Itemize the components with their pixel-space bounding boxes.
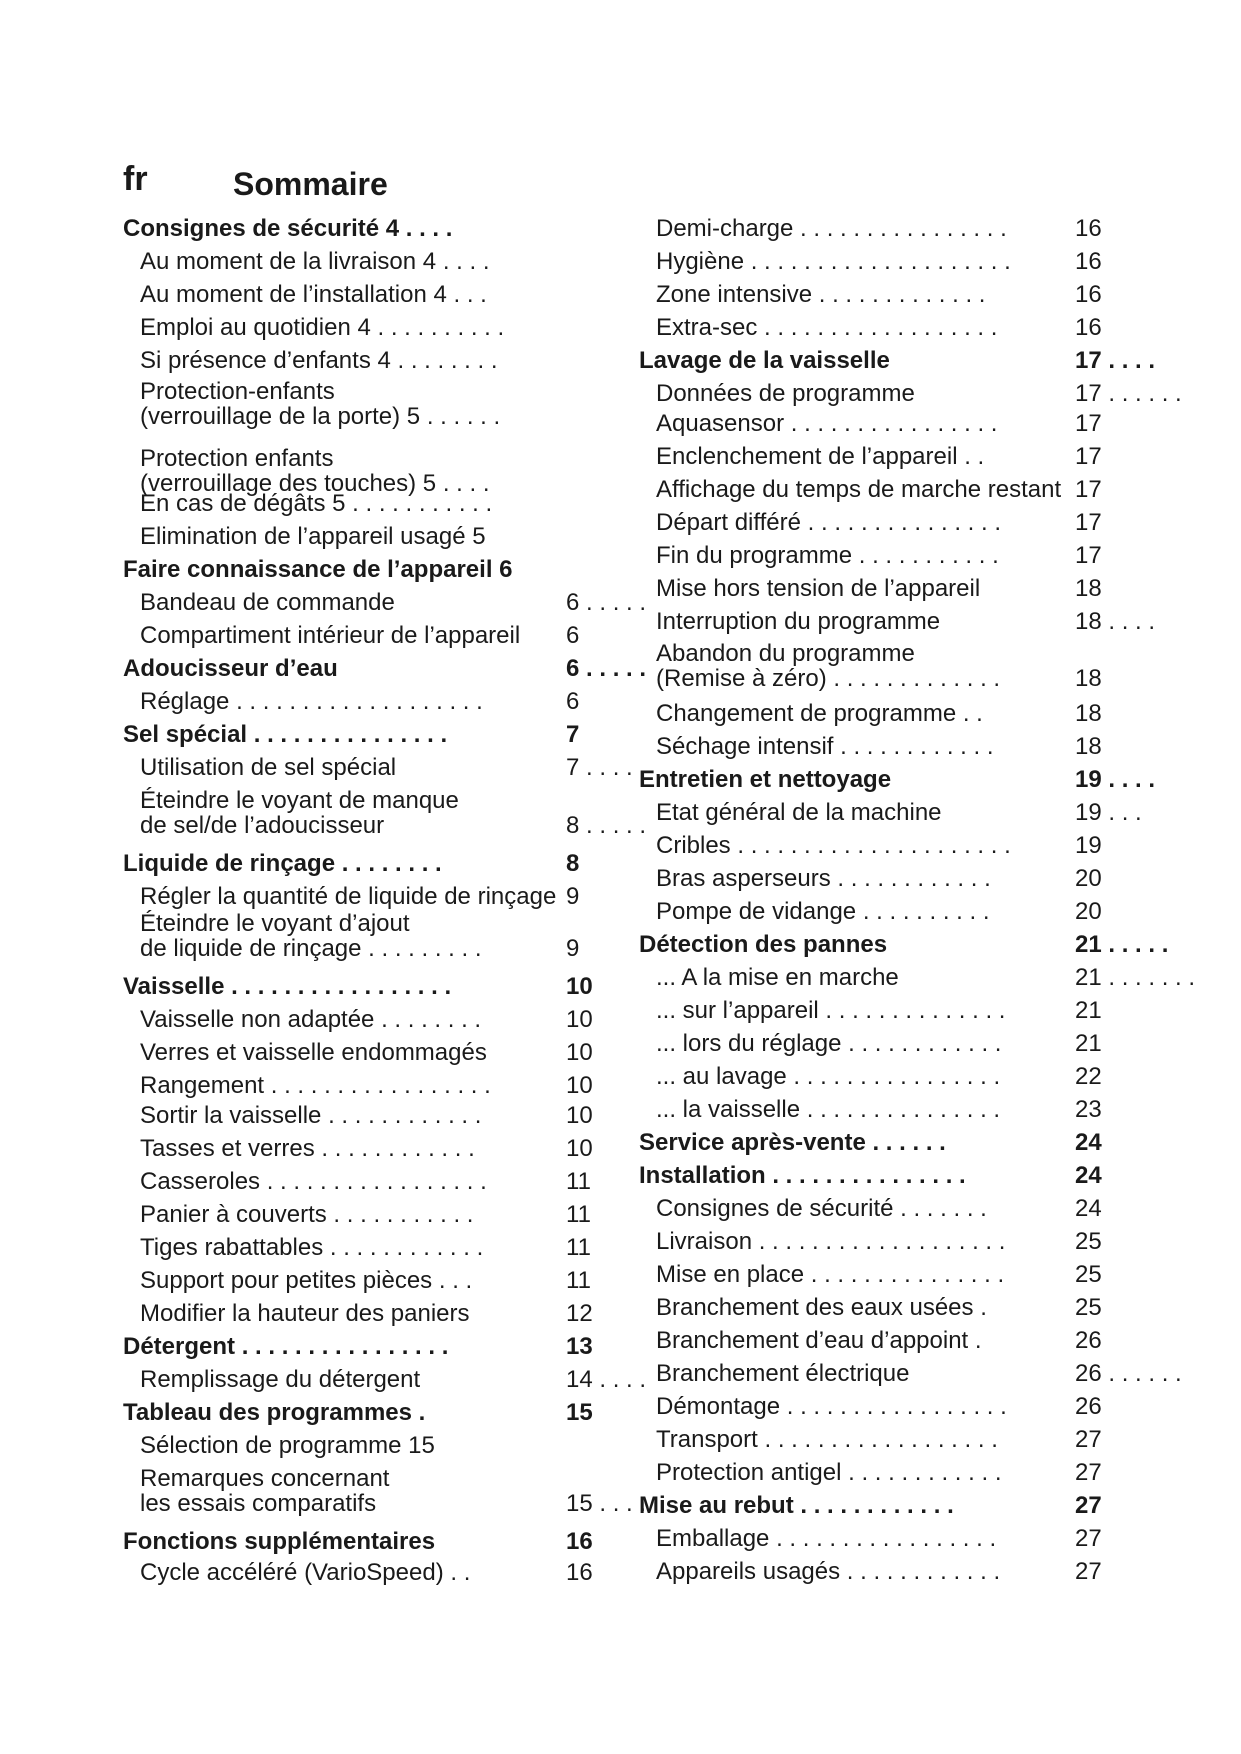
toc-page-number: 17 . . . .: [1075, 347, 1156, 374]
toc-entry-title: Branchement d’eau d’appoint .: [656, 1327, 982, 1354]
toc-page-number: 26: [1075, 1327, 1102, 1354]
toc-entry-title: Emballage . . . . . . . . . . . . . . . . .: [656, 1525, 997, 1552]
left-toc-entry: [140, 884, 556, 909]
right-toc-entry: [656, 543, 999, 568]
toc-entry-title: Remarques concernant: [140, 1465, 390, 1492]
toc-entry-title: Protection antigel . . . . . . . . . . . .: [656, 1459, 1002, 1486]
toc-entry-title: Demi-charge . . . . . . . . . . . . . . . .: [656, 215, 1007, 242]
toc-entry-title: Appareils usagés . . . . . . . . . . . .: [656, 1558, 1001, 1585]
left-toc-entry: [123, 722, 447, 747]
right-toc-entry: [656, 1559, 1000, 1584]
left-toc-entry: [123, 851, 442, 876]
toc-entry-title: Aquasensor . . . . . . . . . . . . . . . .: [656, 410, 998, 437]
toc-page-number: 21 . . . . .: [1075, 931, 1169, 958]
left-toc-entry: [140, 379, 500, 429]
toc-entry-title: Utilisation de sel spécial: [140, 754, 397, 781]
right-toc-entry: [656, 1031, 1001, 1056]
right-toc-entry: [639, 348, 890, 373]
toc-page-number: 16: [566, 1528, 593, 1555]
toc-entry-title: Démontage . . . . . . . . . . . . . . . . .: [656, 1393, 1007, 1420]
left-toc-entry: [140, 590, 395, 615]
toc-page-number: 8 . . . . .: [566, 812, 647, 839]
toc-page-number: 24: [1075, 1162, 1102, 1189]
right-toc-entry: [639, 767, 891, 792]
right-toc-entry: [656, 1394, 1007, 1419]
toc-entry-title: En cas de dégâts 5 . . . . . . . . . . .: [140, 490, 493, 517]
toc-page-number: 16: [566, 1559, 593, 1586]
toc-entry-title-line2: de liquide de rinçage . . . . . . . . .: [140, 935, 482, 962]
toc-page-number: 18 . . . .: [1075, 608, 1156, 635]
right-toc-entry: [656, 641, 1000, 691]
toc-entry-title: Données de programme: [656, 380, 915, 407]
toc-entry-title: Régler la quantité de liquide de rinçage: [140, 883, 557, 910]
left-toc-entry: [140, 755, 396, 780]
toc-entry-title: Branchement électrique: [656, 1360, 910, 1387]
page-title: Sommaire: [233, 166, 388, 202]
toc-entry-title-line2: de sel/de l’adoucisseur: [140, 812, 385, 839]
language-code: fr: [123, 160, 148, 198]
toc-entry-title: Tasses et verres . . . . . . . . . . . .: [140, 1135, 475, 1162]
toc-page-number: 19 . . . .: [1075, 766, 1156, 793]
toc-page-number: 21 . . . . . . .: [1075, 964, 1196, 991]
toc-page-number: 17: [1075, 476, 1102, 503]
toc-page-number: 11: [566, 1201, 591, 1228]
left-toc-entry: [140, 911, 482, 961]
toc-page-number: 11: [566, 1168, 591, 1195]
toc-page-number: 10: [566, 1102, 593, 1129]
right-toc-entry: [656, 899, 990, 924]
left-toc-entry: [123, 656, 338, 681]
toc-entry-title: ... au lavage . . . . . . . . . . . . . . . .: [656, 1063, 1001, 1090]
right-toc-entry: [656, 444, 984, 469]
toc-entry-title: Abandon du programme: [656, 640, 915, 667]
left-toc-entry: [123, 557, 513, 582]
right-toc-entry: [656, 1361, 909, 1386]
toc-entry-title: Bandeau de commande: [140, 589, 395, 616]
toc-page-number: 17: [1075, 509, 1102, 536]
toc-page-number: 10: [566, 1039, 593, 1066]
left-toc-entry: [140, 1560, 470, 1585]
toc-page-number: 25: [1075, 1261, 1102, 1288]
left-toc-entry: [123, 1529, 435, 1554]
right-toc-entry: [656, 282, 985, 307]
right-toc-entry: [656, 701, 983, 726]
toc-entry-title: Casseroles . . . . . . . . . . . . . . . . .: [140, 1168, 487, 1195]
left-toc-entry: [140, 348, 498, 373]
toc-entry-title: Bras asperseurs . . . . . . . . . . . .: [656, 865, 991, 892]
right-toc-entry: [656, 1295, 987, 1320]
toc-entry-title-line2: (verrouillage des touches) 5 . . . .: [140, 470, 490, 497]
toc-entry-title: Mise en place . . . . . . . . . . . . . . .: [656, 1261, 1005, 1288]
toc-page-number: 6: [566, 622, 580, 649]
left-toc-entry: [140, 491, 492, 516]
left-toc-entry: [140, 282, 487, 307]
left-toc-entry: [140, 1136, 475, 1161]
toc-page-number: 12: [566, 1300, 593, 1327]
toc-entry-title: Pompe de vidange . . . . . . . . . .: [656, 898, 990, 925]
right-toc-entry: [656, 998, 1005, 1023]
toc-page-number: 18: [1075, 665, 1102, 692]
toc-entry-title: Transport . . . . . . . . . . . . . . . . . .: [656, 1426, 998, 1453]
right-toc-entry: [639, 932, 887, 957]
toc-entry-title: Service après-vente . . . . . .: [639, 1129, 946, 1156]
toc-page-number: 6: [566, 688, 580, 715]
right-toc-entry: [656, 381, 915, 406]
toc-entry-title: Panier à couverts . . . . . . . . . . .: [140, 1201, 474, 1228]
toc-page-number: 16: [1075, 314, 1102, 341]
toc-page-number: 11: [566, 1267, 591, 1294]
toc-page-number: 10: [566, 973, 593, 1000]
toc-entry-title: Affichage du temps de marche restant: [656, 476, 1062, 503]
toc-entry-title: Fin du programme . . . . . . . . . . .: [656, 542, 999, 569]
right-toc-entry: [656, 800, 942, 825]
right-toc-entry: [639, 1163, 966, 1188]
right-toc-entry: [656, 833, 1011, 858]
left-toc-entry: [140, 524, 486, 549]
left-toc-entry: [140, 1235, 483, 1260]
toc-page-number: 9: [566, 883, 580, 910]
right-toc-entry: [656, 1526, 996, 1551]
toc-entry-title: Faire connaissance de l’appareil 6: [123, 556, 513, 583]
left-toc-entry: [140, 1202, 473, 1227]
left-toc-entry: [140, 1433, 435, 1458]
left-toc-entry: [140, 1103, 481, 1128]
left-toc-entry: [123, 1400, 425, 1425]
toc-page-number: 6 . . . . .: [566, 655, 647, 682]
right-toc-entry: [639, 1493, 954, 1518]
toc-entry-title-line2: (Remise à zéro) . . . . . . . . . . . . .: [656, 665, 1001, 692]
right-toc-entry: [656, 1229, 1005, 1254]
left-toc-entry: [123, 974, 451, 999]
toc-page-number: 21: [1075, 997, 1102, 1024]
left-toc-entry: [140, 446, 490, 496]
right-toc-entry: [656, 477, 1061, 502]
left-toc-entry: [140, 788, 459, 838]
toc-entry-title: ... sur l’appareil . . . . . . . . . . . . . .: [656, 997, 1006, 1024]
right-toc-entry: [656, 965, 899, 990]
toc-entry-title: Installation . . . . . . . . . . . . . . .: [639, 1162, 966, 1189]
toc-entry-title: Départ différé . . . . . . . . . . . . . . .: [656, 509, 1002, 536]
toc-entry-title: Compartiment intérieur de l’appareil: [140, 622, 521, 649]
toc-page-number: 17: [1075, 443, 1102, 470]
toc-page-number: 27: [1075, 1492, 1102, 1519]
toc-page-number: 6 . . . . .: [566, 589, 647, 616]
toc-page-number: 25: [1075, 1228, 1102, 1255]
toc-page-number: 10: [566, 1135, 593, 1162]
toc-page-number: 17 . . . . . .: [1075, 380, 1182, 407]
toc-entry-title: Adoucisseur d’eau: [123, 655, 338, 682]
toc-page-number: 10: [566, 1072, 593, 1099]
toc-page-number: 16: [1075, 281, 1102, 308]
left-toc-entry: [140, 1007, 481, 1032]
toc-page-number: 11: [566, 1234, 591, 1261]
right-toc-entry: [639, 1130, 946, 1155]
toc-page-number: 27: [1075, 1426, 1102, 1453]
toc-page-number: 25: [1075, 1294, 1102, 1321]
toc-entry-title: Remplissage du détergent: [140, 1366, 421, 1393]
left-toc-entry: [140, 623, 520, 648]
left-toc-entry: [140, 1169, 487, 1194]
toc-page-number: 18: [1075, 575, 1102, 602]
right-toc-entry: [656, 866, 991, 891]
toc-entry-title: Modifier la hauteur des paniers: [140, 1300, 470, 1327]
toc-entry-title: Consignes de sécurité 4 . . . .: [123, 215, 453, 242]
toc-entry-title: Tiges rabattables . . . . . . . . . . . .: [140, 1234, 484, 1261]
toc-entry-title: Entretien et nettoyage: [639, 766, 892, 793]
toc-entry-title: Hygiène . . . . . . . . . . . . . . . . . . . .: [656, 248, 1011, 275]
toc-entry-title: Éteindre le voyant de manque: [140, 787, 459, 814]
toc-entry-title-line2: les essais comparatifs: [140, 1490, 377, 1517]
toc-entry-title: Réglage . . . . . . . . . . . . . . . . . . .: [140, 688, 483, 715]
toc-entry-title: Support pour petites pièces . . .: [140, 1267, 473, 1294]
toc-entry-title: Emploi au quotidien 4 . . . . . . . . . .: [140, 314, 505, 341]
toc-entry-title: Si présence d’enfants 4 . . . . . . . .: [140, 347, 498, 374]
toc-page-number: 20: [1075, 898, 1102, 925]
toc-entry-title: Séchage intensif . . . . . . . . . . . .: [656, 733, 994, 760]
toc-page-number: 26 . . . . . .: [1075, 1360, 1182, 1387]
toc-page-number: 18: [1075, 700, 1102, 727]
right-toc-entry: [656, 249, 1011, 274]
toc-entry-title: Sélection de programme 15: [140, 1432, 435, 1459]
right-toc-entry: [656, 609, 940, 634]
toc-entry-title: Elimination de l’appareil usagé 5: [140, 523, 486, 550]
left-toc-entry: [140, 1040, 487, 1065]
right-toc-entry: [656, 1427, 998, 1452]
toc-entry-title: Sel spécial . . . . . . . . . . . . . . .: [123, 721, 448, 748]
right-toc-entry: [656, 734, 994, 759]
toc-entry-title: Au moment de la livraison 4 . . . .: [140, 248, 490, 275]
toc-entry-title: Vaisselle non adaptée . . . . . . . .: [140, 1006, 482, 1033]
right-toc-entry: [656, 1196, 987, 1221]
toc-entry-title: Interruption du programme: [656, 608, 941, 635]
toc-entry-title: ... lors du réglage . . . . . . . . . . . .: [656, 1030, 1002, 1057]
toc-page-number: 16: [1075, 215, 1102, 242]
left-toc-entry: [140, 249, 490, 274]
toc-page-number: 7: [566, 721, 580, 748]
toc-entry-title: Fonctions supplémentaires: [123, 1528, 436, 1555]
left-toc-entry: [140, 689, 483, 714]
left-toc-entry: [140, 1367, 420, 1392]
toc-page-number: 18: [1075, 733, 1102, 760]
toc-entry-title: Lavage de la vaisselle: [639, 347, 890, 374]
toc-page-number: 9: [566, 935, 580, 962]
toc-page-number: 23: [1075, 1096, 1102, 1123]
toc-page-number: 22: [1075, 1063, 1102, 1090]
toc-entry-title: ... la vaisselle . . . . . . . . . . . . . . .: [656, 1096, 1001, 1123]
toc-page-number: 24: [1075, 1129, 1102, 1156]
right-toc-entry: [656, 1262, 1004, 1287]
toc-page-number: 19: [1075, 832, 1102, 859]
toc-entry-title: Détergent . . . . . . . . . . . . . . . .: [123, 1333, 449, 1360]
toc-entry-title: Protection-enfants: [140, 378, 335, 405]
right-toc-entry: [656, 510, 1001, 535]
toc-page-number: 15: [566, 1399, 593, 1426]
toc-page-number: 27: [1075, 1459, 1102, 1486]
right-toc-entry: [656, 576, 980, 601]
right-toc-entry: [656, 1097, 1000, 1122]
toc-entry-title: Mise au rebut . . . . . . . . . . . .: [639, 1492, 954, 1519]
toc-entry-title: Mise hors tension de l’appareil: [656, 575, 981, 602]
toc-entry-title: Etat général de la machine: [656, 799, 942, 826]
toc-entry-title-line2: (verrouillage de la porte) 5 . . . . . .: [140, 403, 501, 430]
right-toc-entry: [656, 411, 997, 436]
toc-page-number: 17: [1075, 542, 1102, 569]
left-toc-entry: [140, 1268, 472, 1293]
toc-entry-title: Sortir la vaisselle . . . . . . . . . . . .: [140, 1102, 482, 1129]
toc-entry-title: Enclenchement de l’appareil . .: [656, 443, 985, 470]
left-toc-entry: [123, 1334, 448, 1359]
toc-entry-title: Consignes de sécurité . . . . . . .: [656, 1195, 987, 1222]
toc-page-number: 20: [1075, 865, 1102, 892]
toc-entry-title: Tableau des programmes .: [123, 1399, 426, 1426]
toc-page-number: 21: [1075, 1030, 1102, 1057]
left-toc-entry: [140, 315, 504, 340]
toc-entry-title: Branchement des eaux usées .: [656, 1294, 987, 1321]
right-toc-entry: [656, 1064, 1000, 1089]
toc-entry-title: ... A la mise en marche: [656, 964, 899, 991]
toc-entry-title: Au moment de l’installation 4 . . .: [140, 281, 487, 308]
toc-entry-title: Changement de programme . .: [656, 700, 983, 727]
left-toc-entry: [140, 1301, 470, 1326]
toc-entry-title: Vaisselle . . . . . . . . . . . . . . . . .: [123, 973, 452, 1000]
toc-page-number: 27: [1075, 1525, 1102, 1552]
toc-entry-title: Zone intensive . . . . . . . . . . . . .: [656, 281, 986, 308]
toc-page-number: 10: [566, 1006, 593, 1033]
toc-entry-title: Liquide de rinçage . . . . . . . .: [123, 850, 442, 877]
toc-entry-title: Extra-sec . . . . . . . . . . . . . . . . . .: [656, 314, 998, 341]
toc-page-number: 19 . . .: [1075, 799, 1142, 826]
toc-entry-title: Livraison . . . . . . . . . . . . . . . . . . .: [656, 1228, 1006, 1255]
right-toc-entry: [656, 1328, 982, 1353]
toc-page-number: 26: [1075, 1393, 1102, 1420]
toc-entry-title: Rangement . . . . . . . . . . . . . . . . .: [140, 1072, 491, 1099]
left-toc-entry: [123, 216, 452, 241]
right-toc-entry: [656, 1460, 1001, 1485]
toc-entry-title: Éteindre le voyant d’ajout: [140, 910, 410, 937]
toc-page-number: 15 . . . .: [566, 1490, 647, 1517]
toc-entry-title: Détection des pannes: [639, 931, 888, 958]
toc-page-number: 7 . . . .: [566, 754, 633, 781]
toc-page-number: 8: [566, 850, 580, 877]
left-toc-entry: [140, 1466, 389, 1516]
toc-page-number: 17: [1075, 410, 1102, 437]
toc-entry-title: Verres et vaisselle endommagés: [140, 1039, 487, 1066]
toc-page-number: 14 . . . .: [566, 1366, 647, 1393]
right-toc-entry: [656, 315, 997, 340]
toc-page-number: 24: [1075, 1195, 1102, 1222]
toc-entry-title: Protection enfants: [140, 445, 334, 472]
toc-page-number: 13: [566, 1333, 593, 1360]
toc-page-number: 16: [1075, 248, 1102, 275]
toc-page-number: 27: [1075, 1558, 1102, 1585]
right-toc-entry: [656, 216, 1007, 241]
toc-entry-title: Cycle accéléré (VarioSpeed) . .: [140, 1559, 471, 1586]
left-toc-entry: [140, 1073, 491, 1098]
toc-entry-title: Cribles . . . . . . . . . . . . . . . . . . . . .: [656, 832, 1011, 859]
